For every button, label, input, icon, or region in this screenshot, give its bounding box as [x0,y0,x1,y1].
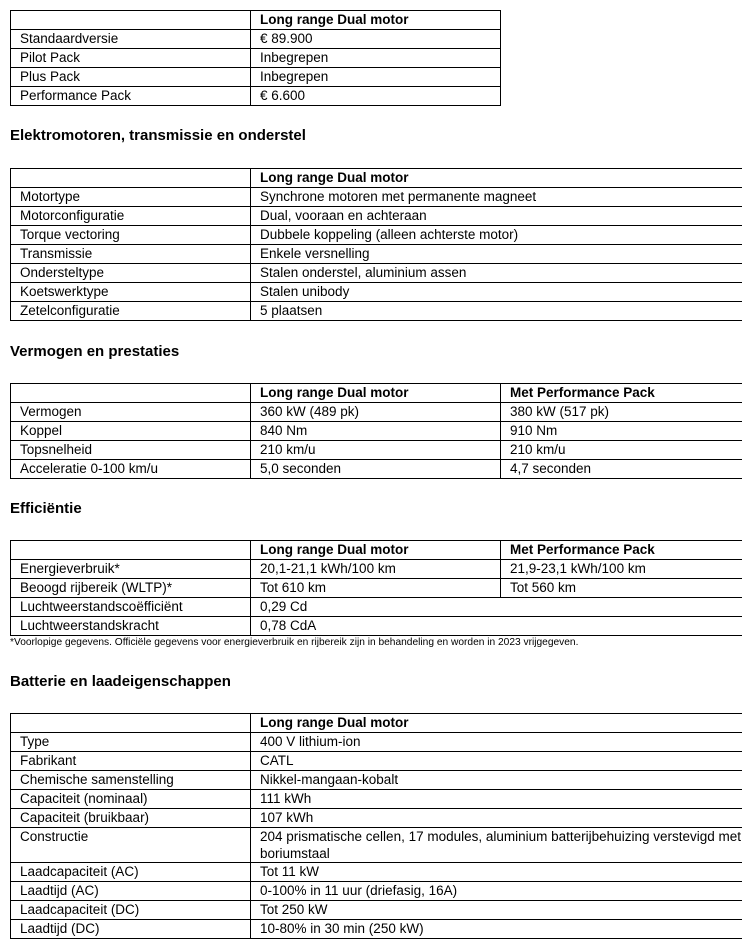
row-label: Motorconfiguratie [11,207,251,226]
row-value: Tot 11 kW [251,863,742,882]
table-header-cell [11,11,251,30]
table-row [11,245,742,264]
battery-table [10,713,742,939]
row-value: € 6.600 [251,87,501,106]
row-label: Motortype [11,188,251,207]
row-label: Laadtijd (DC) [11,920,251,939]
row-label: Laadcapaciteit (AC) [11,863,251,882]
table-row [11,882,742,901]
row-label: Plus Pack [11,68,251,87]
row-value-performance: 21,9-23,1 kWh/100 km [501,560,742,579]
section-heading-motors: Elektromotoren, transmissie en onderstel [10,127,306,144]
table-row [11,790,742,809]
table-row [11,226,742,245]
row-value: 5 plaatsen [251,302,742,321]
table-row [11,828,742,863]
table-header-row [11,541,742,560]
table-row [11,403,742,422]
row-value: 10-80% in 30 min (250 kW) [251,920,742,939]
section-heading-efficiency: Efficiëntie [10,500,82,517]
row-value: Tot 610 km [251,579,501,598]
row-value: 210 km/u [251,441,501,460]
table-header-cell: Long range Dual motor [251,714,742,733]
row-label: Torque vectoring [11,226,251,245]
row-value-performance: 910 Nm [501,422,742,441]
row-value: Nikkel-mangaan-kobalt [251,771,742,790]
row-value: 107 kWh [251,809,742,828]
row-label: Chemische samenstelling [11,771,251,790]
row-label: Type [11,733,251,752]
table-row [11,441,742,460]
table-header-cell: Long range Dual motor [251,541,501,560]
table-row [11,460,742,479]
row-label: Transmissie [11,245,251,264]
table-header-cell: Long range Dual motor [251,169,742,188]
row-value: 20,1-21,1 kWh/100 km [251,560,501,579]
table-row [11,30,501,49]
table-header-cell [11,714,251,733]
row-label: Capaciteit (nominaal) [11,790,251,809]
row-value: Dual, vooraan en achteraan [251,207,742,226]
row-value: 0,78 CdA [251,617,742,636]
table-header-cell [11,384,251,403]
row-value-performance: 210 km/u [501,441,742,460]
efficiency-table [10,540,742,636]
row-value-performance: 4,7 seconden [501,460,742,479]
table-header-cell [11,169,251,188]
row-value: Enkele versnelling [251,245,742,264]
row-label: Topsnelheid [11,441,251,460]
table-header-row [11,714,742,733]
row-value: 0-100% in 11 uur (driefasig, 16A) [251,882,742,901]
table-row [11,302,742,321]
row-value: 5,0 seconden [251,460,501,479]
row-label: Constructie [11,828,251,863]
section-heading-performance: Vermogen en prestaties [10,343,180,360]
section-heading-battery: Batterie en laadeigenschappen [10,673,231,690]
table-row [11,422,742,441]
table-row [11,264,742,283]
table-header-row [11,384,742,403]
row-value: Inbegrepen [251,68,501,87]
table-header-cell: Met Performance Pack [501,384,742,403]
table-header-row [11,11,501,30]
pricing-table [10,10,501,106]
table-header-cell: Met Performance Pack [501,541,742,560]
performance-table [10,383,742,479]
footnote: *Voorlopige gegevens. Officiële gegevens voor energieverbruik en rijbereik zijn in behandeling en worden in 2023 vrijgegeven. [10,637,579,648]
table-row [11,188,742,207]
row-label: Zetelconfiguratie [11,302,251,321]
table-row [11,68,501,87]
table-row [11,809,742,828]
row-label: Performance Pack [11,87,251,106]
row-value: Synchrone motoren met permanente magneet [251,188,742,207]
row-value: Tot 250 kW [251,901,742,920]
table-header-cell: Long range Dual motor [251,384,501,403]
row-value: 0,29 Cd [251,598,742,617]
row-value: CATL [251,752,742,771]
table-row [11,752,742,771]
row-label: Energieverbruik* [11,560,251,579]
table-row [11,87,501,106]
row-value-performance: 380 kW (517 pk) [501,403,742,422]
row-label: Ondersteltype [11,264,251,283]
row-label: Luchtweerstandscoëfficiënt [11,598,251,617]
row-value: 111 kWh [251,790,742,809]
table-row [11,771,742,790]
row-label: Acceleratie 0-100 km/u [11,460,251,479]
row-label: Beoogd rijbereik (WLTP)* [11,579,251,598]
table-row [11,733,742,752]
row-label: Pilot Pack [11,49,251,68]
table-header-cell [11,541,251,560]
row-value: 360 kW (489 pk) [251,403,501,422]
table-row [11,863,742,882]
row-value: Inbegrepen [251,49,501,68]
row-label: Laadtijd (AC) [11,882,251,901]
table-row [11,207,742,226]
table-row [11,283,742,302]
row-label: Luchtweerstandskracht [11,617,251,636]
row-label: Vermogen [11,403,251,422]
row-value: € 89.900 [251,30,501,49]
row-value: 840 Nm [251,422,501,441]
row-label: Koppel [11,422,251,441]
row-value: Stalen unibody [251,283,742,302]
table-row [11,901,742,920]
table-row [11,560,742,579]
motors-table [10,168,742,321]
row-label: Fabrikant [11,752,251,771]
row-value: Dubbele koppeling (alleen achterste motor) [251,226,742,245]
table-row [11,598,742,617]
row-value: Stalen onderstel, aluminium assen [251,264,742,283]
table-header-cell: Long range Dual motor [251,11,501,30]
table-header-row [11,169,742,188]
row-label: Capaciteit (bruikbaar) [11,809,251,828]
row-value: 204 prismatische cellen, 17 modules, aluminium batterijbehuizing verstevigd met boriumstaal [251,828,742,863]
table-row [11,617,742,636]
row-label: Koetswerktype [11,283,251,302]
row-label: Laadcapaciteit (DC) [11,901,251,920]
table-row [11,920,742,939]
row-value: 400 V lithium-ion [251,733,742,752]
table-row [11,579,742,598]
row-value-performance: Tot 560 km [501,579,742,598]
row-label: Standaardversie [11,30,251,49]
table-row [11,49,501,68]
